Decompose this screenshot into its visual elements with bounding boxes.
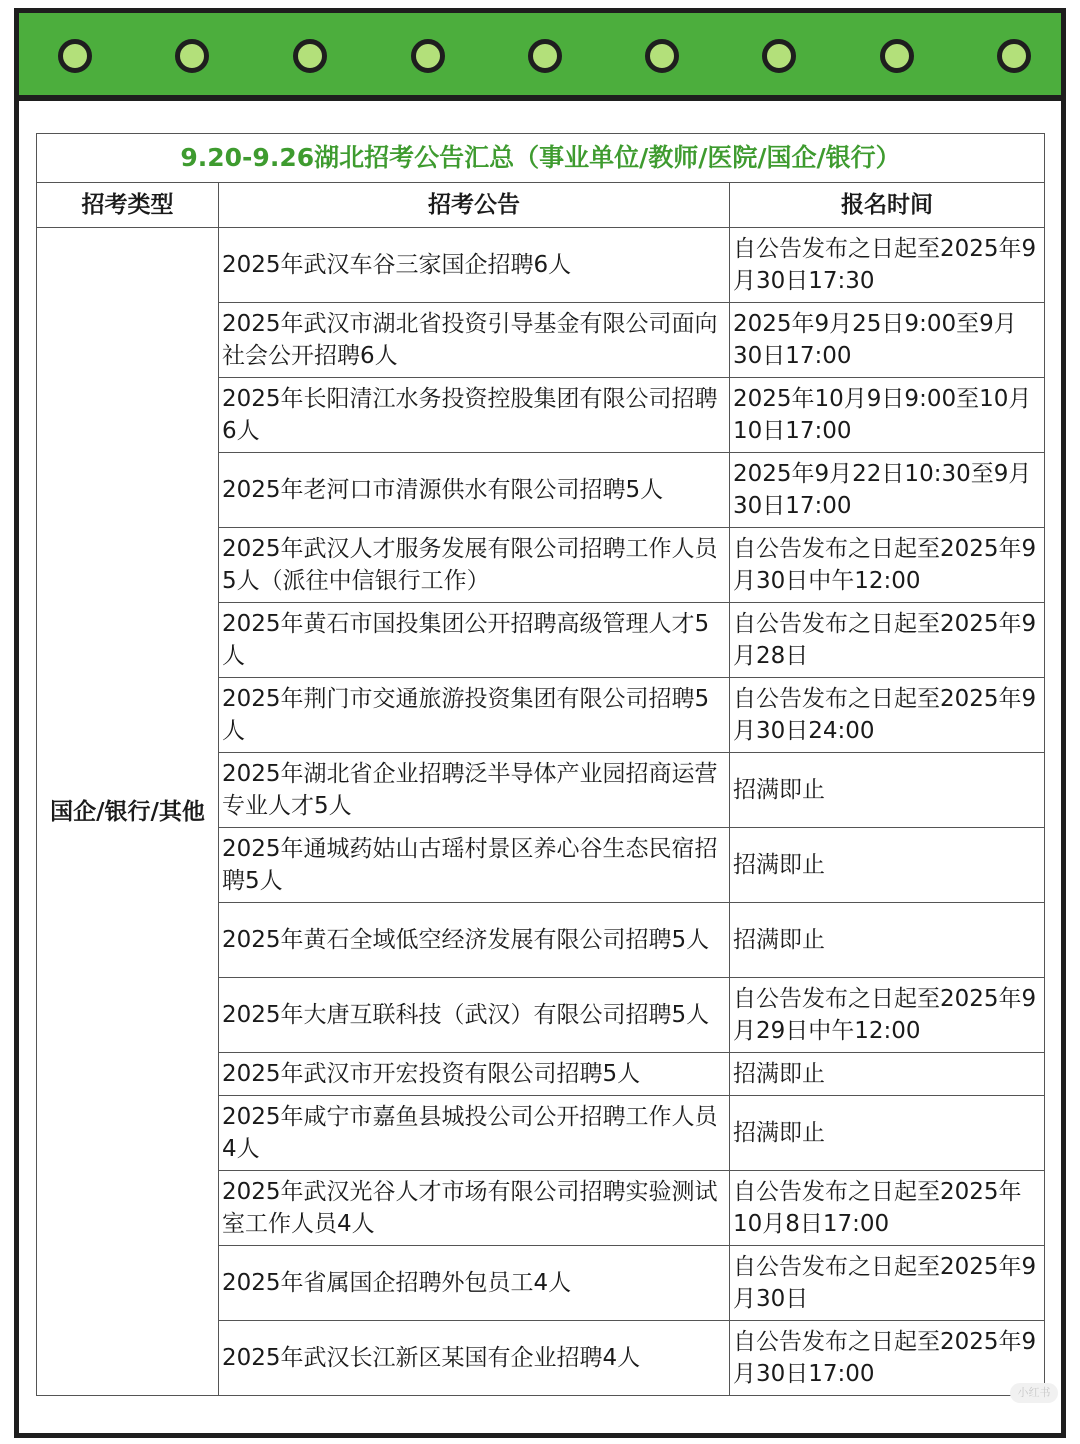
binder-ring-icon — [528, 39, 562, 73]
notice-cell: 2025年武汉车谷三家国企招聘6人 — [219, 228, 730, 303]
notice-cell: 2025年通城药姑山古瑶村景区养心谷生态民宿招聘5人 — [219, 828, 730, 903]
notice-cell: 2025年武汉市湖北省投资引导基金有限公司面向社会公开招聘6人 — [219, 303, 730, 378]
binder-ring-icon — [411, 39, 445, 73]
column-header-time: 报名时间 — [730, 183, 1045, 228]
watermark-logo: 小红书 — [1010, 1383, 1058, 1403]
time-cell: 自公告发布之日起至2025年9月28日 — [730, 603, 1045, 678]
time-cell: 2025年9月22日10:30至9月30日17:00 — [730, 453, 1045, 528]
time-cell: 自公告发布之日起至2025年9月30日24:00 — [730, 678, 1045, 753]
time-cell: 招满即止 — [730, 753, 1045, 828]
notice-cell: 2025年咸宁市嘉鱼县城投公司公开招聘工作人员4人 — [219, 1096, 730, 1171]
time-cell: 自公告发布之日起至2025年9月30日17:30 — [730, 228, 1045, 303]
binder-ring-icon — [997, 39, 1031, 73]
time-cell: 自公告发布之日起至2025年9月30日17:00 — [730, 1321, 1045, 1396]
notice-cell: 2025年长阳清江水务投资控股集团有限公司招聘6人 — [219, 378, 730, 453]
binder-ring-icon — [762, 39, 796, 73]
column-header-type: 招考类型 — [37, 183, 219, 228]
notice-cell: 2025年武汉人才服务发展有限公司招聘工作人员5人（派往中信银行工作） — [219, 528, 730, 603]
notice-table — [36, 133, 1045, 1396]
notice-cell: 2025年湖北省企业招聘泛半导体产业园招商运营专业人才5人 — [219, 753, 730, 828]
column-header-notice: 招考公告 — [219, 183, 730, 228]
time-cell: 招满即止 — [730, 1096, 1045, 1171]
time-cell: 自公告发布之日起至2025年9月30日中午12:00 — [730, 528, 1045, 603]
category-cell: 国企/银行/其他 — [37, 228, 219, 1396]
binder-ring-icon — [175, 39, 209, 73]
notice-cell: 2025年老河口市清源供水有限公司招聘5人 — [219, 453, 730, 528]
notice-cell: 2025年武汉长江新区某国有企业招聘4人 — [219, 1321, 730, 1396]
binder-ring-icon — [293, 39, 327, 73]
notice-cell: 2025年荆门市交通旅游投资集团有限公司招聘5人 — [219, 678, 730, 753]
time-cell: 2025年9月25日9:00至9月30日17:00 — [730, 303, 1045, 378]
page-title: 9.20-9.26湖北招考公告汇总（事业单位/教师/医院/国企/银行） — [37, 134, 1045, 183]
notice-cell: 2025年黄石市国投集团公开招聘高级管理人才5人 — [219, 603, 730, 678]
table-row — [37, 228, 1045, 303]
time-cell: 招满即止 — [730, 1053, 1045, 1096]
notice-cell: 2025年省属国企招聘外包员工4人 — [219, 1246, 730, 1321]
notice-table-container — [36, 133, 1044, 1396]
time-cell: 招满即止 — [730, 828, 1045, 903]
notice-cell: 2025年武汉光谷人才市场有限公司招聘实验测试室工作人员4人 — [219, 1171, 730, 1246]
notice-cell: 2025年黄石全域低空经济发展有限公司招聘5人 — [219, 903, 730, 978]
time-cell: 自公告发布之日起至2025年9月29日中午12:00 — [730, 978, 1045, 1053]
binder-ring-icon — [880, 39, 914, 73]
time-cell: 自公告发布之日起至2025年10月8日17:00 — [730, 1171, 1045, 1246]
notice-cell: 2025年大唐互联科技（武汉）有限公司招聘5人 — [219, 978, 730, 1053]
time-cell: 招满即止 — [730, 903, 1045, 978]
time-cell: 2025年10月9日9:00至10月10日17:00 — [730, 378, 1045, 453]
time-cell: 自公告发布之日起至2025年9月30日 — [730, 1246, 1045, 1321]
notebook-binding-bar — [14, 8, 1066, 101]
notice-cell: 2025年武汉市开宏投资有限公司招聘5人 — [219, 1053, 730, 1096]
binder-ring-icon — [58, 39, 92, 73]
binder-ring-icon — [645, 39, 679, 73]
